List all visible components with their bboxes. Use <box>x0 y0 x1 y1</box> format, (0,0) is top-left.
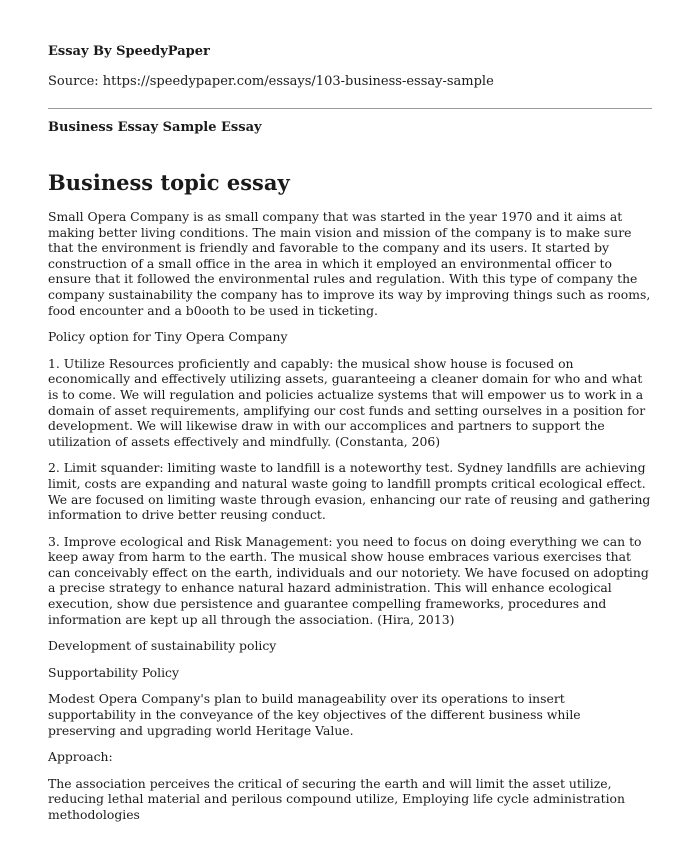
source-line: Source: https://speedypaper.com/essays/103-business-essay-sample <box>48 74 494 89</box>
header-divider <box>48 108 652 109</box>
essay-title: Business topic essay <box>48 170 290 195</box>
paragraph-policy-heading: Policy option for Tiny Opera Company <box>48 329 288 345</box>
essay-body <box>48 209 652 834</box>
paragraph-point-1: 1. Utilize Resources proficiently and capably: the musical show house is focused on economically and effectively utilizing assets, guaranteeing a cleaner domain for who and what is to come. We will regulation and policies actualize systems that will empower us to work in a domain of asset requirements, amplifying our cost funds and setting ourselves in a position for development. We will likewise draw in with our accomplices and partners to support the utilization of assets effectively and mindfully. (Constanta, 206) <box>48 355 646 449</box>
publisher-title: Essay By SpeedyPaper <box>48 44 210 59</box>
paragraph-development-heading: Development of sustainability policy <box>48 638 277 654</box>
paragraph-approach: The association perceives the critical of securing the earth and will limit the asset utilize, reducing lethal material and perilous compound utilize, Employing life cycle administration methodologies <box>48 775 625 822</box>
paragraph-point-2: 2. Limit squander: limiting waste to landfill is a noteworthy test. Sydney landfills are achieving limit, costs are expanding and natural waste going to landfill prompts critical ecological effect. We are focused on limiting waste through evasion, enhancing our rate of reusing and gathering information to drive better reusing conduct. <box>48 460 651 523</box>
paragraph-supportability-heading: Supportability Policy <box>48 664 179 680</box>
paragraph-approach-heading: Approach: <box>48 749 113 765</box>
document-subtitle: Business Essay Sample Essay <box>48 120 262 135</box>
paragraph-point-3: 3. Improve ecological and Risk Management: you need to focus on doing everything we can to keep away from harm to the earth. The musical show house embraces various exercises that can conceivably effect on the earth, individuals and our notoriety. We have focused on adopting a precise strategy to enhance natural hazard administration. This will enhance ecological execution, show due persistence and guarantee compelling frameworks, procedures and information are kept up all through the association. (Hira, 2013) <box>48 533 649 627</box>
paragraph-supportability: Modest Opera Company's plan to build manageability over its operations to insert supportability in the conveyance of the key objectives of the different business while preserving and upgrading world Heritage Value. <box>48 691 581 738</box>
paragraph-intro: Small Opera Company is as small company that was started in the year 1970 and it aims at making better living conditions. The main vision and mission of the company is to make sure that the environment is friendly and favorable to the company and its users. It started by construction of a small office in the area in which it employed an environmental officer to ensure that it followed the environmental rules and regulation. With this type of company the company sustainability the company has to improve its way by improving things such as rooms, food encounter and a b0ooth to be used in ticketing. <box>48 209 651 318</box>
